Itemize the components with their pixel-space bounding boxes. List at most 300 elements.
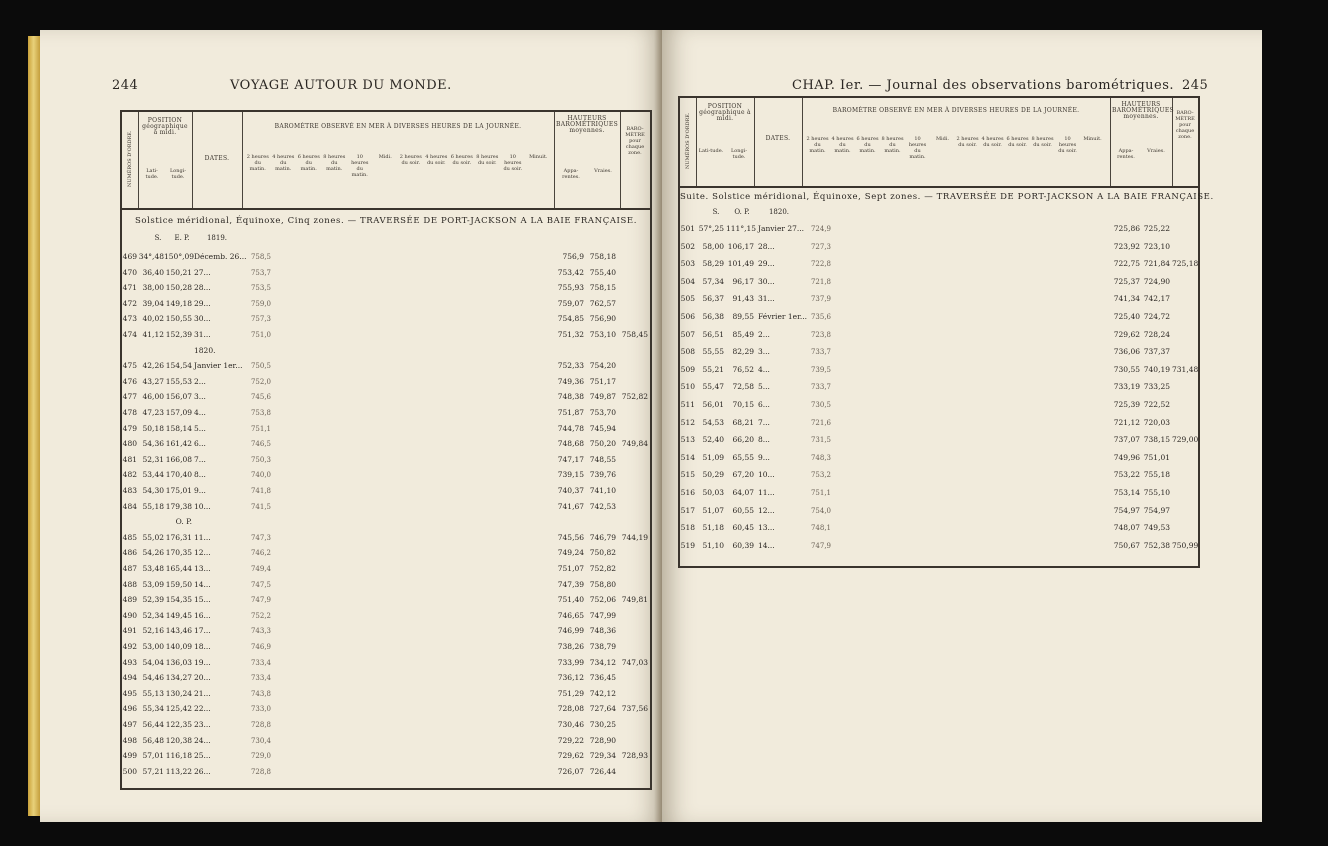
table-row [122, 546, 650, 560]
latitude-heading: Lati-tude. [145, 168, 159, 180]
zone-mean-cell [620, 562, 648, 576]
true-mean-cell: 742,17 [1143, 294, 1170, 304]
date-cell: 10... [758, 470, 775, 480]
true-mean-cell: 725,22 [1143, 224, 1170, 233]
row-number: 471 [122, 283, 137, 293]
longitude-cell: 65,55 [732, 452, 754, 462]
date-cell: 10... [194, 501, 211, 511]
true-mean-cell: 754,20 [589, 361, 616, 371]
barometer-reading-cell: 728,8 [250, 721, 272, 729]
table-row [122, 312, 650, 326]
barometer-reading-cell: 758,5 [250, 253, 272, 261]
date-cell: 14... [758, 540, 775, 550]
barometer-reading-cell: 730,5 [810, 401, 832, 409]
right-running-title: CHAP. Ier. — Journal des observations barométriques. [792, 78, 1175, 93]
row-number: 469 [122, 252, 137, 261]
true-mean-cell: 749,53 [1143, 523, 1170, 533]
barometer-reading-cell: 753,2 [810, 471, 832, 480]
true-mean-cell: 745,94 [589, 423, 616, 433]
table-row [122, 406, 650, 420]
row-number: 512 [680, 417, 695, 427]
zone-mean-cell [620, 375, 648, 389]
apparentes-heading: Appa-rentes. [562, 168, 580, 180]
table-row [122, 671, 650, 685]
date-cell: 17... [194, 626, 211, 636]
barometer-reading-cell: 753,8 [250, 409, 272, 417]
longitude-cell: 165,44 [165, 564, 192, 573]
table-row [680, 257, 1198, 271]
longitude-cell: 143,46 [165, 626, 192, 636]
zone-mean-cell [620, 609, 648, 623]
barometer-reading-cell: 733,7 [810, 348, 832, 357]
true-mean-cell: 748,55 [589, 454, 616, 464]
apparent-mean-cell: 736,06 [1113, 347, 1140, 357]
latitude-cell: 53,44 [142, 470, 164, 480]
table-row [680, 292, 1198, 306]
barometer-reading-cell: 747,5 [250, 580, 272, 589]
apparent-mean-cell [554, 515, 584, 529]
date-cell: 5... [194, 423, 206, 433]
latitude-cell: 51,18 [702, 523, 724, 533]
barometer-reading-cell: 753,5 [250, 284, 272, 293]
zone-mean-cell [1172, 275, 1196, 289]
row-number: 498 [122, 735, 137, 745]
right-subheader [680, 208, 1198, 218]
apparent-mean-cell: 739,15 [557, 470, 584, 480]
apparent-mean-cell: 725,40 [1113, 312, 1140, 321]
zone-mean-cell [620, 266, 648, 280]
row-number: 477 [122, 392, 137, 402]
zone-mean-cell: 758,45 [621, 330, 648, 339]
left-page [40, 30, 662, 822]
barometer-reading-cell: 729,0 [250, 752, 272, 761]
zone-mean-cell [620, 718, 648, 732]
latitude-cell: 50,03 [702, 488, 724, 497]
true-mean-cell: 724,90 [1143, 276, 1170, 286]
true-mean-cell: 752,06 [589, 595, 616, 605]
zone-mean-cell [620, 734, 648, 748]
apparent-mean-cell: 741,67 [557, 501, 584, 511]
latitude-cell: 51,09 [702, 452, 724, 462]
latitude-cell: 54,30 [142, 486, 164, 495]
apparent-mean-cell: 752,33 [557, 361, 584, 371]
right-running-head [662, 78, 1262, 98]
latitude-cell: 34°,48 [138, 252, 164, 261]
true-mean-cell: 722,52 [1143, 400, 1170, 409]
true-mean-cell: 720,03 [1143, 417, 1170, 427]
longitude-cell: 76,52 [732, 364, 754, 374]
table-row [680, 433, 1198, 447]
row-number: 497 [122, 720, 137, 729]
true-mean-cell: 753,70 [589, 408, 616, 417]
latitude-heading-right: Lati-tude. [698, 148, 724, 154]
true-mean-cell: 736,45 [589, 673, 616, 683]
longitude-cell: 176,31 [165, 532, 192, 542]
zone-mean-cell [1172, 416, 1196, 430]
zone-mean-cell: 747,03 [621, 657, 648, 667]
barometer-reading-cell: 745,6 [250, 393, 272, 402]
apparent-mean-cell: 722,75 [1113, 259, 1140, 269]
true-mean-cell [586, 515, 616, 529]
table-row [680, 468, 1198, 482]
barometer-reading-cell: 737,9 [810, 295, 832, 304]
longitude-cell: 60,55 [732, 505, 754, 515]
barometer-reading-cell: 747,9 [810, 541, 832, 550]
zone-mean-cell: 731,48 [1172, 364, 1199, 374]
date-cell: 20... [194, 673, 211, 683]
row-number: 516 [680, 488, 695, 497]
barometer-reading-cell: 748,3 [810, 453, 832, 462]
right-table [678, 96, 1214, 568]
apparent-mean-cell: 750,67 [1113, 540, 1140, 550]
zone-mean-cell [1172, 486, 1196, 500]
hour-heading: Midi. [378, 154, 392, 160]
latitude-cell: 56,48 [142, 735, 164, 745]
apparent-mean-cell: 751,29 [557, 688, 584, 698]
table-row [680, 486, 1198, 500]
row-number: 517 [680, 505, 695, 515]
true-mean-cell: 754,97 [1143, 505, 1170, 515]
apparentes-heading-right: Appa-rentes. [1117, 148, 1135, 160]
longitude-cell: 155,53 [165, 376, 192, 386]
barometer-reading-cell [246, 344, 276, 358]
latitude-cell: 56,44 [142, 720, 164, 729]
date-cell: 11... [194, 532, 211, 542]
barometer-reading-cell: 721,6 [810, 418, 832, 427]
row-number: 510 [680, 382, 695, 392]
date-cell: 19... [194, 657, 211, 667]
barometer-heading: BAROMÈTRE OBSERVÉ EN MER À DIVERSES HEURES DE LA JOURNÉE. [274, 123, 522, 130]
zone-mean-cell [1172, 328, 1196, 342]
longitude-cell: 89,55 [732, 312, 754, 321]
date-cell: 29... [194, 298, 211, 308]
latitude-cell: 58,29 [702, 259, 724, 269]
left-table [120, 110, 652, 790]
latitude-cell: 57,34 [702, 276, 724, 286]
hour-heading: 6 heures du matin. [856, 136, 879, 154]
barometer-reading-cell: 733,4 [250, 658, 272, 667]
table-row [122, 640, 650, 654]
apparent-mean-cell: 748,07 [1113, 523, 1140, 533]
latitude-cell: 54,36 [142, 439, 164, 449]
true-mean-cell: 755,18 [1143, 470, 1170, 480]
zone-mean-cell [620, 297, 648, 311]
hour-heading: 8 heures du matin. [881, 136, 904, 154]
barometer-reading-cell: 730,4 [250, 736, 272, 745]
row-number: 472 [122, 298, 137, 308]
apparent-mean-cell: 749,96 [1113, 452, 1140, 462]
true-mean-cell: 752,82 [589, 564, 616, 573]
longitude-cell: 120,38 [165, 735, 192, 745]
vraies-heading: Vraies. [594, 168, 612, 174]
date-cell: 8... [194, 470, 206, 480]
apparent-mean-cell: 748,68 [557, 439, 584, 449]
zone-mean-cell [1172, 222, 1196, 236]
true-mean-cell: 748,36 [589, 626, 616, 636]
apparent-mean-cell: 726,07 [557, 766, 584, 776]
longitude-cell: 91,43 [732, 294, 754, 304]
row-number: 485 [122, 532, 137, 542]
date-cell: 25... [194, 751, 211, 761]
date-cell: 6... [194, 439, 206, 449]
date-cell [194, 515, 242, 529]
apparent-mean-cell: 756,9 [562, 252, 584, 261]
longitude-cell: 154,35 [165, 595, 192, 605]
apparent-mean-cell [554, 344, 584, 358]
date-cell: Janvier 27... [758, 224, 805, 233]
table-row [122, 593, 650, 607]
zone-mean-cell [620, 671, 648, 685]
row-number: 480 [122, 439, 137, 449]
zone-mean-cell [620, 578, 648, 592]
apparent-mean-cell: 730,55 [1113, 364, 1140, 374]
table-row [680, 380, 1198, 394]
table-row [122, 656, 650, 670]
hour-heading: Minuit. [529, 154, 548, 160]
position-heading: POSITION géographique à midi. [142, 117, 188, 136]
true-mean-cell: 721,84 [1143, 259, 1170, 269]
date-cell: 3... [758, 347, 770, 357]
longitude-cell [164, 344, 192, 358]
latitude-cell: 54,53 [702, 417, 724, 427]
hour-heading: 2 heures du soir. [399, 154, 422, 166]
true-mean-cell: 728,90 [589, 735, 616, 745]
table-row [680, 521, 1198, 535]
barometer-reading-cell: 750,3 [250, 455, 272, 464]
row-number: 487 [122, 564, 137, 573]
longitude-cell: 134,27 [165, 673, 192, 683]
table-row [122, 390, 650, 404]
apparent-mean-cell: 745,56 [557, 532, 584, 542]
table-row [122, 422, 650, 436]
date-cell: Janvier 1er... [194, 361, 243, 371]
zone-mean-cell [1172, 310, 1196, 324]
latitude-cell: 52,39 [142, 595, 164, 605]
true-mean-cell: 749,87 [589, 392, 616, 402]
true-mean-cell: 723,10 [1143, 241, 1170, 251]
latitude-cell: 36,40 [142, 267, 164, 277]
zone-mean-cell [1172, 398, 1196, 412]
row-number: 514 [680, 452, 695, 462]
latitude-cell [138, 344, 164, 358]
table-row [680, 398, 1198, 412]
right-page-number: 245 [1182, 78, 1209, 93]
apparent-mean-cell: 751,32 [557, 330, 584, 339]
zone-mean-cell [620, 344, 648, 358]
barometer-reading-cell: 731,5 [810, 436, 832, 445]
latitude-cell: 55,13 [142, 688, 164, 698]
barometer-reading-cell: 746,9 [250, 643, 272, 651]
apparent-mean-cell: 749,24 [557, 548, 584, 558]
table-row [122, 702, 650, 716]
apparent-mean-cell: 751,40 [557, 595, 584, 605]
barometer-reading-cell: 751,0 [250, 331, 272, 339]
true-mean-cell: 737,37 [1143, 347, 1170, 357]
table-row [122, 687, 650, 701]
true-mean-cell: 730,25 [589, 720, 616, 729]
longitude-cell: 72,58 [732, 382, 754, 392]
table-row [122, 734, 650, 748]
row-number: 489 [122, 595, 137, 605]
latitude-cell: 55,21 [702, 364, 724, 374]
apparent-mean-cell: 729,62 [1113, 329, 1140, 339]
table-row [680, 504, 1198, 518]
longitude-cell: 96,17 [732, 276, 754, 286]
zone-mean-cell [1172, 504, 1196, 518]
longitude-cell: 150,55 [165, 314, 192, 324]
table-row [122, 453, 650, 467]
true-mean-cell: 753,10 [589, 330, 616, 339]
sub-year-right: 1820. [768, 208, 790, 216]
barometer-reading-cell: 752,2 [250, 611, 272, 620]
row-number: 486 [122, 548, 137, 558]
longitude-heading-right: Longi-tude. [730, 148, 748, 160]
date-cell: 30... [758, 276, 775, 286]
true-mean-cell: 755,40 [589, 267, 616, 277]
apparent-mean-cell: 733,19 [1113, 382, 1140, 392]
longitude-cell: 140,09 [165, 642, 192, 651]
zone-mean-cell [620, 484, 648, 498]
table-row [680, 363, 1198, 377]
zone-mean-cell [620, 453, 648, 467]
table-row [122, 531, 650, 545]
table-row [122, 359, 650, 373]
date-cell: 13... [758, 523, 775, 533]
table-row [122, 266, 650, 280]
table-row [122, 578, 650, 592]
zone-mean-cell [620, 312, 648, 326]
apparent-mean-cell: 747,39 [557, 579, 584, 589]
latitude-cell: 54,04 [142, 657, 164, 667]
date-cell: 15... [194, 595, 211, 605]
table-row [122, 437, 650, 451]
apparent-mean-cell: 728,08 [557, 704, 584, 714]
true-mean-cell: 756,90 [589, 314, 616, 324]
longitude-cell: 122,35 [165, 720, 192, 729]
latitude-cell: 55,34 [142, 704, 164, 714]
zone-mean-cell [620, 468, 648, 482]
hour-heading: 10 heures du soir. [503, 154, 523, 172]
date-cell: 14... [194, 579, 211, 589]
row-number: 488 [122, 579, 137, 589]
apparent-mean-cell: 729,22 [557, 735, 584, 745]
row-number: 479 [122, 423, 137, 433]
barometer-reading-cell: 733,0 [250, 705, 272, 714]
barometer-reading-cell: 751,1 [250, 424, 272, 433]
date-cell: 12... [758, 505, 775, 515]
sub-ep: E. P. [174, 234, 190, 242]
row-number: 470 [122, 267, 137, 277]
date-cell: 4... [194, 408, 206, 417]
apparent-mean-cell: 725,86 [1113, 224, 1140, 233]
date-cell: 22... [194, 704, 211, 714]
row-number: 501 [680, 224, 695, 233]
right-section-title: Suite. Solstice méridional, Équinoxe, Sept zones. — TRAVERSÉE DE PORT-JACKSON A LA BAIE FRANÇAISE. [680, 192, 1214, 202]
date-cell: 27... [194, 267, 211, 277]
zone-mean-cell [1172, 380, 1196, 394]
apparent-mean-cell: 748,38 [557, 392, 584, 402]
zone-mean-cell [620, 406, 648, 420]
longitude-cell: 106,17 [727, 241, 754, 251]
table-row [122, 375, 650, 389]
apparent-mean-cell: 740,37 [557, 486, 584, 495]
sub-op-right: O. P. [734, 208, 750, 216]
apparent-mean-cell: 737,07 [1113, 435, 1140, 445]
latitude-cell: 53,48 [142, 564, 164, 573]
hour-heading: 4 heures du matin. [272, 154, 295, 172]
longitude-cell: 70,15 [732, 400, 754, 409]
longitude-cell: 159,50 [165, 579, 192, 589]
table-row [680, 275, 1198, 289]
barometer-reading-cell [246, 515, 276, 529]
col-number-heading-right: NUMÉROS D'ORDRE. [685, 112, 691, 169]
true-mean-cell: 726,44 [589, 766, 616, 776]
date-cell: 29... [758, 259, 775, 269]
zone-mean-cell [1172, 292, 1196, 306]
hour-heading: 2 heures du soir. [956, 136, 979, 148]
longitude-cell: 60,39 [732, 540, 754, 550]
date-cell: 12... [194, 548, 211, 558]
longitude-cell: 116,18 [165, 751, 192, 761]
row-number: 509 [680, 364, 695, 374]
table-row [122, 562, 650, 576]
row-number: 496 [122, 704, 137, 714]
date-cell: 23... [194, 720, 211, 729]
true-mean-cell: 750,20 [589, 439, 616, 449]
date-cell: 9... [194, 486, 206, 495]
row-number: 484 [122, 501, 137, 511]
apparent-mean-cell: 730,46 [557, 720, 584, 729]
zone-barometer-heading: BARO-MÈTRE pour chaque zone. [625, 126, 645, 156]
col-number-heading: NUMÉROS D'ORDRE. [127, 130, 133, 187]
hour-heading: Minuit. [1083, 136, 1102, 142]
apparent-mean-cell: 754,85 [557, 314, 584, 324]
apparent-mean-cell: 754,97 [1113, 505, 1140, 515]
hour-heading: 4 heures du soir. [981, 136, 1004, 148]
date-cell: Février 1er... [758, 312, 807, 321]
true-mean-cell: 758,80 [589, 579, 616, 589]
date-cell: 8... [758, 435, 770, 445]
true-mean-cell: 733,25 [1143, 382, 1170, 392]
true-mean-cell: 755,10 [1143, 488, 1170, 497]
date-cell: 18... [194, 642, 211, 651]
latitude-cell: 50,18 [142, 423, 164, 433]
table-row [122, 749, 650, 763]
zone-mean-cell [620, 640, 648, 654]
left-page-number: 244 [112, 78, 139, 93]
latitude-cell: 56,38 [702, 312, 724, 321]
latitude-cell: 41,12 [142, 330, 164, 339]
true-mean-cell [586, 344, 616, 358]
true-mean-cell: 739,76 [589, 470, 616, 480]
hour-heading: 4 heures du soir. [425, 154, 448, 166]
table-row [122, 250, 650, 264]
latitude-cell: 53,09 [142, 579, 164, 589]
zone-mean-cell: 749,84 [621, 439, 648, 449]
hour-heading: 4 heures du matin. [831, 136, 854, 154]
latitude-cell: 56,37 [702, 294, 724, 304]
row-number: 476 [122, 376, 137, 386]
longitude-cell: 68,21 [732, 417, 754, 427]
barometer-reading-cell: 748,1 [810, 524, 832, 533]
table-row [680, 222, 1198, 236]
table-row [680, 539, 1198, 553]
table-row [122, 718, 650, 732]
date-cell: 2... [758, 329, 770, 339]
apparent-mean-cell: 733,99 [557, 657, 584, 667]
date-cell: 2... [194, 376, 206, 386]
apparent-mean-cell: 759,07 [557, 298, 584, 308]
